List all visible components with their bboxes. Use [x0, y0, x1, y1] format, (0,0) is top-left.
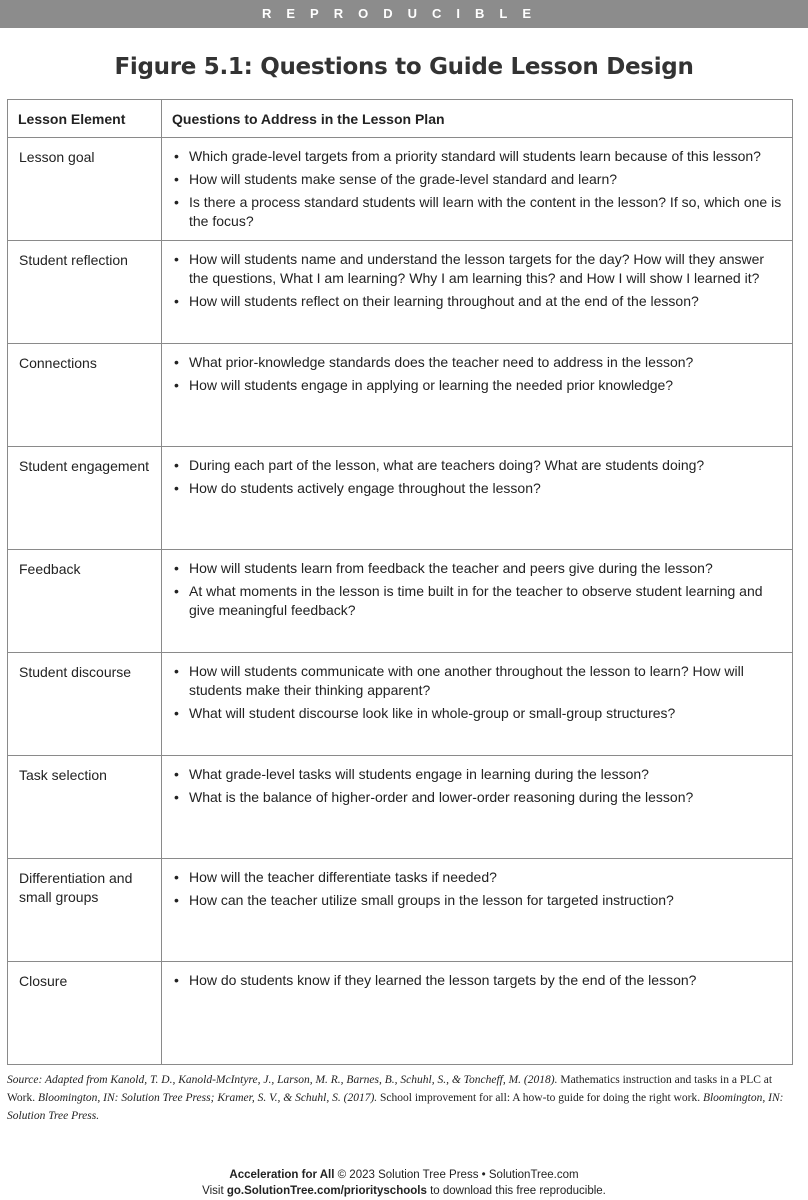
question-item: • Is there a process standard students will learn with the content in the lesson? If so, which one is the focus? [174, 193, 782, 231]
column-header-lesson-element: Lesson Element [8, 100, 162, 138]
table-row [8, 653, 793, 756]
lesson-element-cell: Student engagement [8, 447, 162, 550]
question-item: • How will students learn from feedback the teacher and peers give during the lesson? [174, 559, 782, 578]
source-citation-part: Mathematics instruction and tasks in a PLC at Work. [7, 1074, 773, 1104]
question-item: • How do students actively engage throughout the lesson? [174, 479, 782, 498]
questions-cell [162, 550, 793, 653]
lesson-element-cell: Student reflection [8, 241, 162, 344]
footer-site-link[interactable]: SolutionTree.com [488, 1169, 579, 1181]
question-item: • How will students engage in applying or learning the needed prior knowledge? [174, 376, 782, 395]
table-row [8, 447, 793, 550]
source-citation-part: Bloomington, IN: Solution Tree Press. [7, 1092, 784, 1122]
question-item: • What grade-level tasks will students engage in learning during the lesson? [174, 765, 782, 784]
lesson-element-cell: Feedback [8, 550, 162, 653]
footer-book-title: Acceleration for All [229, 1169, 335, 1181]
question-item: • How will students communicate with one another throughout the lesson to learn? How will students make their thinking apparent? [174, 662, 782, 700]
source-citation-part: Bloomington, IN: Solution Tree Press; Kramer, S. V., & Schuhl, S. (2017). [38, 1092, 378, 1104]
footer-download-text: to download this free reproducible. [430, 1185, 606, 1197]
table-row [8, 241, 793, 344]
questions-cell [162, 447, 793, 550]
question-item: • How can the teacher utilize small groups in the lesson for targeted instruction? [174, 891, 782, 910]
question-item: • What will student discourse look like in whole-group or small-group structures? [174, 704, 782, 723]
question-item: • How will students reflect on their learning throughout and at the end of the lesson? [174, 292, 782, 311]
footer-separator: • [481, 1169, 486, 1181]
question-item: • At what moments in the lesson is time built in for the teacher to observe student learning and give meaningful feedback? [174, 582, 782, 620]
question-item: • Which grade-level targets from a priority standard will students learn because of this lesson? [174, 147, 782, 166]
reproducible-banner: REPRODUCIBLE [0, 0, 808, 28]
lesson-element-cell: Task selection [8, 756, 162, 859]
lesson-element-cell: Differentiation and small groups [8, 859, 162, 962]
page-title: Figure 5.1: Questions to Guide Lesson Design [114, 54, 694, 80]
page-footer [0, 1167, 808, 1199]
lesson-design-table [7, 99, 793, 1065]
questions-cell [162, 344, 793, 447]
table-row [8, 344, 793, 447]
questions-cell [162, 756, 793, 859]
question-item: • What prior-knowledge standards does the teacher need to address in the lesson? [174, 353, 782, 372]
table-row [8, 859, 793, 962]
lesson-element-cell: Closure [8, 962, 162, 1065]
source-citation-part: School improvement for all: A how-to guide for doing the right work. [380, 1092, 701, 1104]
lesson-element-cell: Lesson goal [8, 138, 162, 241]
table-row [8, 756, 793, 859]
lesson-element-cell: Connections [8, 344, 162, 447]
footer-line-2 [0, 1183, 808, 1199]
questions-cell [162, 962, 793, 1065]
questions-cell [162, 241, 793, 344]
table-row [8, 138, 793, 241]
footer-visit-text: Visit [202, 1185, 224, 1197]
questions-cell [162, 138, 793, 241]
table-row [8, 962, 793, 1065]
question-item: • During each part of the lesson, what are teachers doing? What are students doing? [174, 456, 782, 475]
source-citation [7, 1071, 793, 1125]
source-citation-part: Source: Adapted from Kanold, T. D., Kanold-McIntyre, J., Larson, M. R., Barnes, B., Schuhl, S., & Toncheff, M. (2018). [7, 1074, 558, 1086]
question-item: • How will the teacher differentiate tasks if needed? [174, 868, 782, 887]
question-item: • What is the balance of higher-order and lower-order reasoning during the lesson? [174, 788, 782, 807]
lesson-element-cell: Student discourse [8, 653, 162, 756]
footer-line-1 [0, 1167, 808, 1183]
footer-copyright: © 2023 Solution Tree Press [337, 1169, 479, 1181]
questions-cell [162, 653, 793, 756]
questions-cell [162, 859, 793, 962]
question-item: • How will students name and understand the lesson targets for the day? How will they answer the questions, What I am learning? Why I am learning this? and How I will show I learned it? [174, 250, 782, 288]
table-header-row [8, 100, 793, 138]
column-header-questions: Questions to Address in the Lesson Plan [162, 100, 793, 138]
footer-download-link[interactable]: go.SolutionTree.com/priorityschools [226, 1185, 427, 1197]
table-row [8, 550, 793, 653]
question-item: • How do students know if they learned the lesson targets by the end of the lesson? [174, 971, 782, 990]
question-item: • How will students make sense of the grade-level standard and learn? [174, 170, 782, 189]
